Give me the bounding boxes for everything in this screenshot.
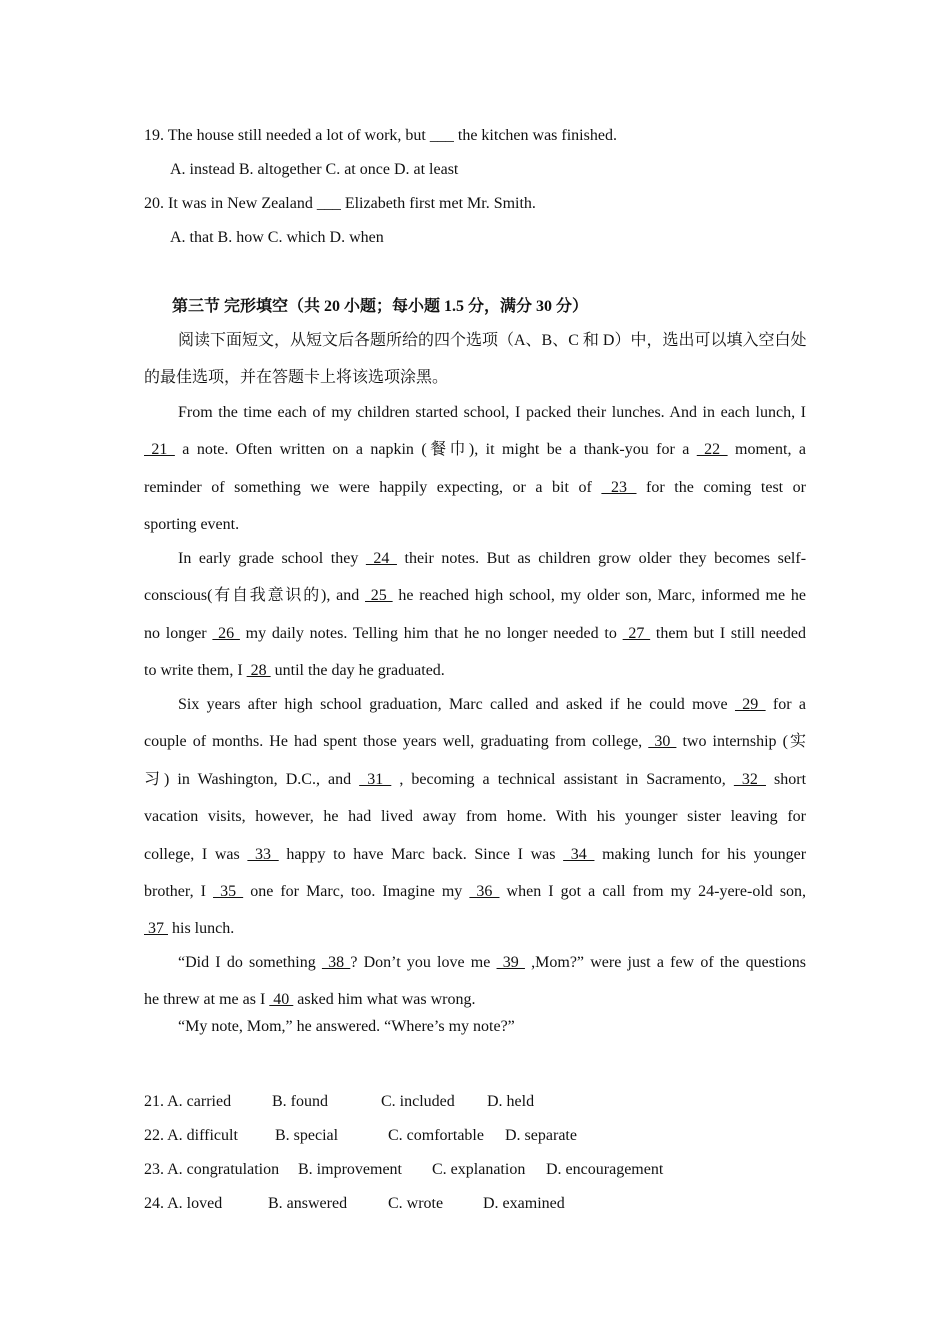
passage-line: “Did I do something 38 ? Don’t you love me 39 ,Mom?” were just a few of the questions: [178, 954, 807, 971]
blank-35: 35: [213, 882, 244, 900]
blank-22: 22: [696, 441, 728, 459]
blank-23: 23: [601, 478, 637, 496]
passage-line: 37 his lunch.: [144, 920, 235, 938]
question-20-stem: 20. It was in New Zealand ___ Elizabeth first met Mr. Smith.: [144, 195, 536, 212]
answer-option: D. held: [487, 1093, 535, 1110]
passage-line: no longer 26 my daily notes. Telling him that he no longer needed to 27 them but I still needed: [144, 624, 807, 642]
answer-option: C. included: [381, 1093, 455, 1110]
answer-option: D. separate: [505, 1127, 577, 1144]
section-instruction: [144, 330, 806, 389]
passage-paragraph-2: [144, 540, 806, 690]
answer-option: B. improvement: [298, 1161, 402, 1178]
passage-line: reminder of something we were happily expecting, or a bit of 23 for the coming test or: [144, 478, 806, 496]
answer-option: C. explanation: [432, 1161, 526, 1178]
passage-line: “My note, Mom,” he answered. “Where’s my note?”: [178, 1018, 515, 1035]
passage-line: Six years after high school graduation, Marc called and asked if he could move 29 for a: [178, 696, 807, 713]
passage-line: 21 a note. Often written on a napkin (餐巾), it might be a thank-you for a 22 moment, a: [144, 441, 807, 459]
passage-line: 习) in Washington, D.C., and 31 , becoming a technical assistant in Sacramento, 32 short: [144, 770, 807, 788]
blank-37: 37: [144, 920, 168, 938]
answer-option: 21. A. carried: [144, 1093, 232, 1110]
blank-34: 34: [563, 845, 595, 863]
section-heading: 第三节 完形填空（共 20 小题；每小题 1.5 分，满分 30 分）: [172, 298, 589, 315]
blank-39: 39: [496, 954, 525, 971]
blank-31: 31: [359, 770, 392, 788]
answer-option: B. special: [275, 1127, 339, 1144]
blank-36: 36: [469, 882, 500, 900]
passage-line: vacation visits, however, he had lived away from home. With his younger sister leaving for: [144, 808, 806, 826]
blank-30: 30: [648, 733, 677, 751]
blank-33: 33: [247, 845, 279, 863]
blank-32: 32: [733, 770, 766, 788]
instruction-line-1: 阅读下面短文，从短文后各题所给的四个选项（A、B、C 和 D）中，选出可以填入空白处: [178, 332, 807, 349]
passage-line: conscious(有自我意识的), and 25 he reached high school, my older son, Marc, informed me he: [144, 587, 807, 605]
answer-row-21: [144, 1092, 534, 1112]
answer-row-22: [144, 1126, 577, 1146]
passage-line: In early grade school they 24 their notes. But as children grow older they becomes self-: [178, 550, 807, 567]
answer-option: D. examined: [483, 1195, 565, 1212]
question-19-options: A. instead B. altogether C. at once D. at least: [170, 161, 459, 178]
passage-line: to write them, I 28 until the day he graduated.: [144, 662, 445, 680]
answer-option: D. encouragement: [546, 1161, 664, 1178]
blank-38: 38: [321, 954, 351, 971]
passage-paragraph-5: [144, 1016, 806, 1038]
passage-paragraph-4: [144, 944, 806, 1019]
passage-line: college, I was 33 happy to have Marc back. Since I was 34 making lunch for his younger: [144, 845, 807, 863]
blank-28: 28: [246, 662, 271, 680]
question-19-stem: 19. The house still needed a lot of work, but ___ the kitchen was finished.: [144, 127, 617, 144]
passage-line: he threw at me as I 40 asked him what was wrong.: [144, 991, 476, 1009]
passage-paragraph-3: [144, 686, 806, 948]
answer-option: B. found: [272, 1093, 328, 1110]
answer-option: 23. A. congratulation: [144, 1161, 280, 1178]
answer-row-23: [144, 1160, 663, 1180]
answer-row-24: [144, 1194, 565, 1214]
passage-line: brother, I 35 one for Marc, too. Imagine my 36 when I got a call from my 24-yere-old son,: [144, 882, 807, 900]
passage-line: sporting event.: [144, 516, 240, 534]
blank-26: 26: [212, 624, 240, 642]
passage-paragraph-1: [144, 394, 806, 544]
blank-29: 29: [734, 696, 766, 713]
question-20-options: A. that B. how C. which D. when: [170, 229, 384, 246]
answer-option: 22. A. difficult: [144, 1127, 238, 1144]
answer-option: B. answered: [268, 1195, 348, 1212]
blank-27: 27: [622, 624, 651, 642]
blank-25: 25: [365, 587, 393, 605]
blank-21: 21: [144, 441, 175, 459]
instruction-line-2: 的最佳选项，并在答题卡上将该选项涂黑。: [144, 369, 449, 386]
passage-line: couple of months. He had spent those years well, graduating from college, 30 two internship (实: [144, 733, 807, 751]
answer-option: 24. A. loved: [144, 1195, 223, 1212]
blank-24: 24: [365, 550, 397, 567]
blank-40: 40: [269, 991, 294, 1009]
answer-option: C. comfortable: [388, 1127, 484, 1144]
answer-option: C. wrote: [388, 1195, 444, 1212]
passage-line: From the time each of my children started school, I packed their lunches. And in each lunch, I: [178, 404, 806, 421]
